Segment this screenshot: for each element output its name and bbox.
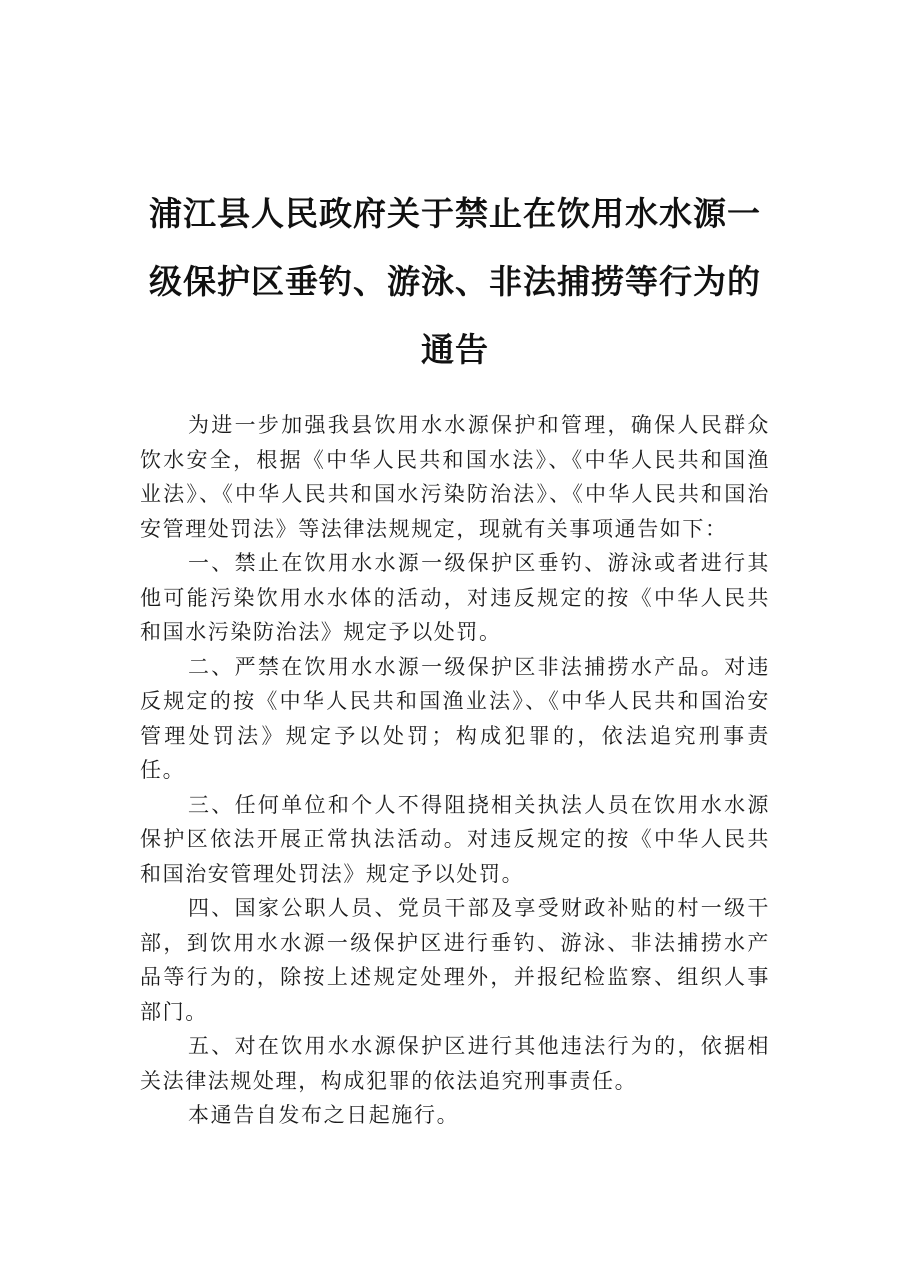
paragraph-item-2: 二、严禁在饮用水水源一级保护区非法捕捞水产品。对违反规定的按《中华人民共和国渔业法》、《中华人民共和国治安管理处罚法》规定予以处罚；构成犯罪的，依法追究刑事责任。 bbox=[140, 654, 770, 782]
title-line-3: 通告 bbox=[421, 330, 489, 369]
title-line-1: 浦江县人民政府关于禁止在饮用水水源一 bbox=[149, 194, 761, 233]
document-title bbox=[140, 180, 770, 384]
paragraph-item-3: 三、任何单位和个人不得阻挠相关执法人员在饮用水水源保护区依法开展正常执法活动。对违反规定的按《中华人民共和国治安管理处罚法》规定予以处罚。 bbox=[140, 792, 770, 886]
paragraph-item-5: 五、对在饮用水水源保护区进行其他违法行为的，依据相关法律法规处理，构成犯罪的依法追究刑事责任。 bbox=[140, 1034, 770, 1093]
title-line-2: 级保护区垂钓、游泳、非法捕捞等行为的 bbox=[149, 262, 761, 301]
paragraph-item-4: 四、国家公职人员、党员干部及享受财政补贴的村一级干部，到饮用水水源一级保护区进行垂钓、游泳、非法捕捞水产品等行为的，除按上述规定处理外，并报纪检监察、组织人事部门。 bbox=[140, 896, 770, 1024]
paragraph-item-1: 一、禁止在饮用水水源一级保护区垂钓、游泳或者进行其他可能污染饮用水水体的活动，对违反规定的按《中华人民共和国水污染防治法》规定予以处罚。 bbox=[140, 551, 770, 644]
paragraph-intro: 为进一步加强我县饮用水水源保护和管理，确保人民群众饮水安全，根据《中华人民共和国水法》、《中华人民共和国渔业法》、《中华人民共和国水污染防治法》、《中华人民共和国治安管理处罚法》等法律法规规定，现就有关事项通告如下： bbox=[140, 413, 770, 541]
document-body bbox=[140, 408, 770, 1133]
paragraph-effective-date: 本通告自发布之日起施行。 bbox=[188, 1103, 460, 1127]
